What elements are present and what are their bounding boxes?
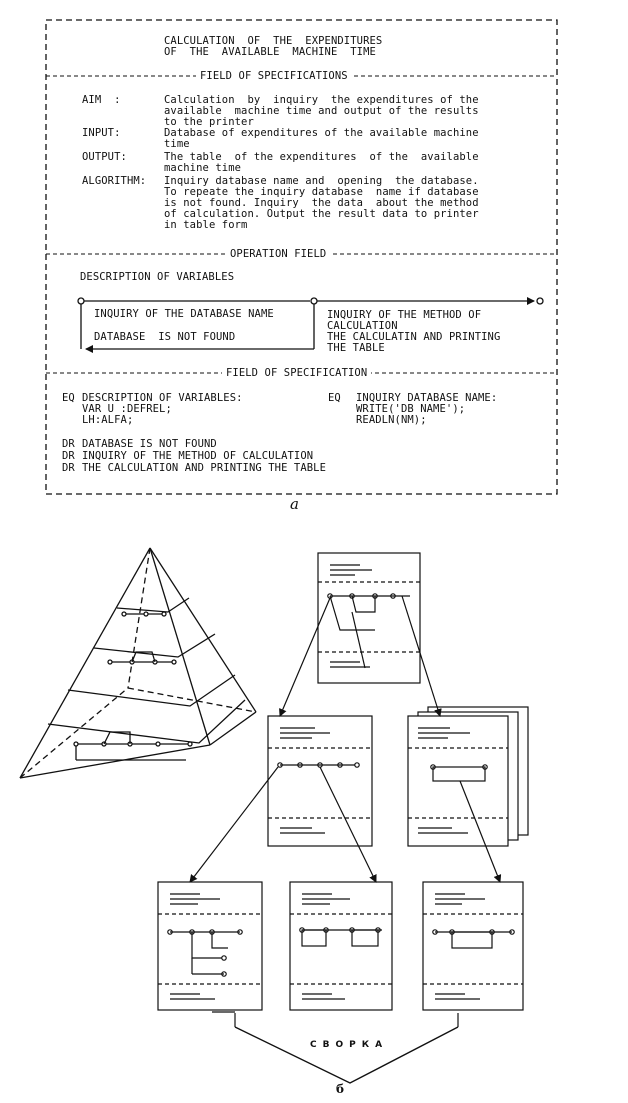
field-of-specifications-header: FIELD OF SPECIFICATIONS xyxy=(196,71,352,82)
op-method-line: INQUIRY OF THE METHOD OF xyxy=(327,309,482,321)
spec-algorithm-line: in table form xyxy=(164,219,248,231)
card-bottom-right xyxy=(423,882,523,1010)
eq-right-line: INQUIRY DATABASE NAME: xyxy=(356,392,498,404)
spec-input-line: time xyxy=(164,138,190,150)
dr-tag: DR xyxy=(62,438,75,450)
spec-output-line: machine time xyxy=(164,162,242,174)
flow-node-middle xyxy=(311,298,317,304)
spec-algorithm-line: Inquiry database name and opening the database. xyxy=(164,175,479,187)
eq-left-line: VAR U :DEFREL; xyxy=(82,403,172,415)
eq-right-line: READLN(NM); xyxy=(356,414,427,426)
spec-input-line: Database of expenditures of the available machine xyxy=(164,127,479,139)
eq-left-line: LH:ALFA; xyxy=(82,414,134,426)
spec-aim-line: Calculation by inquiry the expenditures of the xyxy=(164,94,479,106)
card-stack-right xyxy=(408,707,528,846)
dr-text: INQUIRY OF THE METHOD OF CALCULATION xyxy=(82,450,314,462)
spec-algorithm-line: of calculation. Output the result data to printer xyxy=(164,208,479,220)
spec-aim-line: available machine time and output of the results xyxy=(164,105,479,117)
pyramid xyxy=(20,548,256,778)
assembly-chevron xyxy=(235,1027,458,1083)
flow-node-start xyxy=(78,298,84,304)
card-mid-left xyxy=(268,716,372,846)
flow-node-end xyxy=(537,298,543,304)
eq-left-line: DESCRIPTION OF VARIABLES: xyxy=(82,392,243,404)
assembly-label: СВОРКА xyxy=(310,1040,389,1050)
dr-tag: DR xyxy=(62,450,75,462)
eq-right-tag: EQ xyxy=(328,392,341,404)
spec-algorithm-key: ALGORITHM: xyxy=(82,175,147,187)
spec-output-line: The table of the expenditures of the available xyxy=(164,151,479,163)
op-method-line: THE CALCULATIN AND PRINTING xyxy=(327,331,501,343)
operation-field-header: OPERATION FIELD xyxy=(226,249,330,260)
dr-text: THE CALCULATION AND PRINTING THE TABLE xyxy=(82,462,327,474)
spec-output-key: OUTPUT: xyxy=(82,151,127,163)
title-line-2: OF THE AVAILABLE MACHINE TIME xyxy=(164,46,376,58)
spec-aim-line: to the printer xyxy=(164,116,254,128)
op-db-not-found: DATABASE IS NOT FOUND xyxy=(94,331,236,343)
description-of-variables: DESCRIPTION OF VARIABLES xyxy=(80,271,235,283)
spec-input-key: INPUT: xyxy=(82,127,121,139)
caption-b: б xyxy=(336,1082,345,1096)
eq-left-tag: EQ xyxy=(62,392,75,404)
op-method-line: CALCULATION xyxy=(327,320,398,332)
card-bottom-middle xyxy=(290,882,392,1010)
spec-aim-key: AIM : xyxy=(82,94,121,106)
spec-algorithm-line: is not found. Inquiry the data about the method xyxy=(164,197,479,209)
title-line-1: CALCULATION OF THE EXPENDITURES xyxy=(164,35,383,47)
spec-algorithm-line: To repeate the inquiry database name if database xyxy=(164,186,479,198)
card-top xyxy=(318,553,420,683)
op-inquiry-db-name: INQUIRY OF THE DATABASE NAME xyxy=(94,308,274,320)
field-of-specification-header: FIELD OF SPECIFICATION xyxy=(222,368,371,379)
caption-a: a xyxy=(290,495,299,513)
eq-right-line: WRITE('DB NAME'); xyxy=(356,403,466,415)
op-method-line: THE TABLE xyxy=(327,342,385,354)
dr-text: DATABASE IS NOT FOUND xyxy=(82,438,217,450)
card-bottom-left xyxy=(158,882,262,1010)
dr-tag: DR xyxy=(62,462,75,474)
